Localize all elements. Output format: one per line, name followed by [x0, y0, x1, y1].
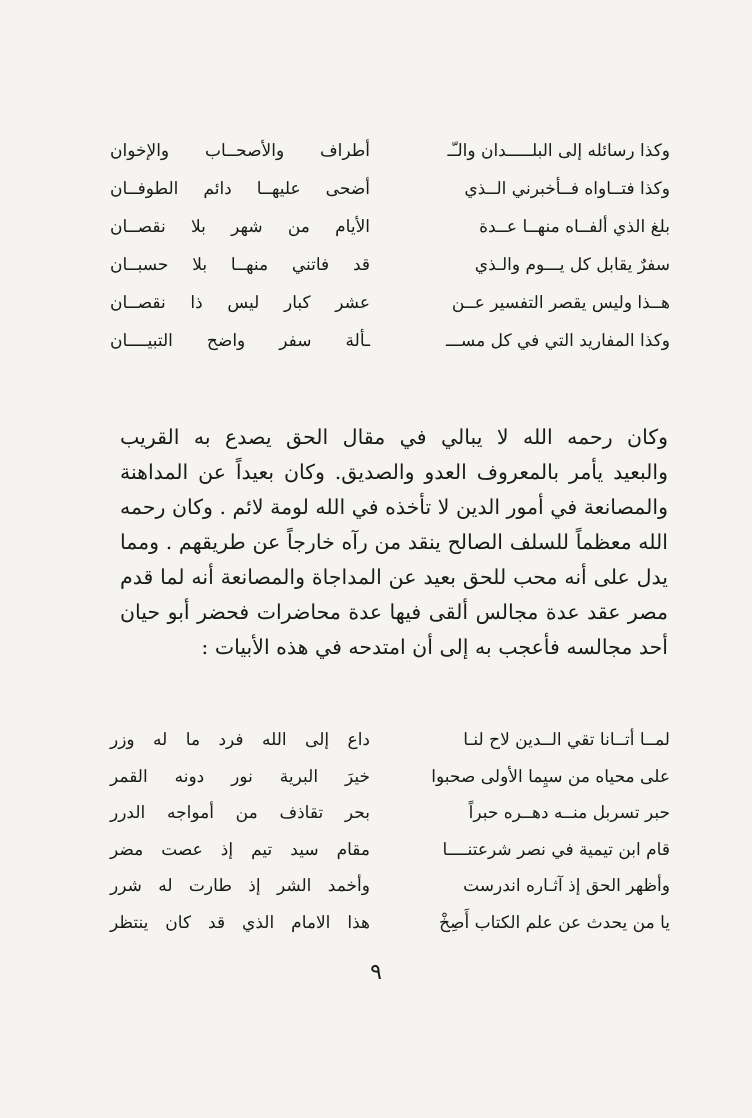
verse-line: [110, 905, 670, 942]
verse-line: [110, 322, 670, 360]
verse-first-hemistich: وأظهر الحق إذ آثـاره اندرست: [463, 876, 670, 897]
verse-line: [110, 759, 670, 796]
verse-second-hemistich: الأيام من شهر بلا نقصــان: [110, 217, 370, 237]
verse-line: [110, 284, 670, 322]
verse-line: [110, 132, 670, 170]
verse-second-hemistich: بحر تقاذف من أمواجه الدرر: [110, 803, 370, 824]
verse-second-hemistich: أضحى عليهــا دائم الطوفــان: [110, 179, 370, 199]
verse-second-hemistich: قد فاتني منهــا بلا حسبــان: [110, 255, 370, 275]
verse-second-hemistich: خيرَ البرية نور دونه القمر: [110, 766, 370, 787]
verse-first-hemistich: وكذا المفاريد التي في كل مســـ: [445, 331, 670, 351]
prose-line: والبعيد يأمر بالمعروف العدو والصديق. وكان بعيداً عن المداهنة: [120, 460, 668, 484]
verse-second-hemistich: داع إلى الله فرد ما له وزر: [110, 730, 370, 751]
verse-line: [110, 208, 670, 246]
verse-line: [110, 722, 670, 759]
prose-line: يدل على أنه محب للحق بعيد عن المداجاة والمصانعة أنه لما قدم: [120, 565, 668, 589]
verse-line: [110, 246, 670, 284]
prose-line: مصر عقد عدة مجالس ألقى فيها عدة محاضرات فحضر أبو حيان: [120, 600, 668, 624]
prose-line: وكان رحمه الله لا يبالي في مقال الحق يصدع به القريب: [120, 425, 668, 449]
verse-first-hemistich: بلغ الذي ألفــاه منهــا عــدة: [479, 217, 670, 237]
verse-second-hemistich: ـألة سفر واضح التبيــــان: [110, 331, 370, 351]
verse-second-hemistich: وأخمد الشر إذ طارت له شرر: [110, 876, 370, 897]
poem-top: [110, 132, 670, 360]
verse-first-hemistich: وكذا فتــاواه فــأخبرني الــذي: [464, 179, 670, 199]
verse-first-hemistich: لمــا أتــانا تقي الــدين لاح لنـا: [463, 730, 670, 751]
verse-line: [110, 795, 670, 832]
verse-line: [110, 832, 670, 869]
poem-bottom: [110, 722, 670, 941]
verse-first-hemistich: قام ابن تيمية في نصر شرعتنــــا: [442, 839, 670, 860]
page-number: ٩: [370, 960, 382, 985]
verse-second-hemistich: مقام سيد تيم إذ عصت مضر: [110, 839, 370, 860]
prose-line: الله معظماً للسلف الصالح ينقد من رآه خارجاً عن طريقهم . ومما: [120, 530, 668, 554]
verse-line: [110, 170, 670, 208]
verse-first-hemistich: وكذا رسائله إلى البلـــــدان والـّـ: [447, 141, 670, 161]
verse-second-hemistich: أطراف والأصحــاب والإخوان: [110, 141, 370, 161]
prose-paragraph: [120, 420, 668, 665]
verse-second-hemistich: هذا الامام الذي قد كان ينتظر: [110, 912, 370, 933]
verse-first-hemistich: هــذا وليس يقصر التفسير عــن: [451, 293, 670, 313]
verse-first-hemistich: سفرٌ يقابل كل يـــوم والـذي: [474, 255, 670, 275]
verse-first-hemistich: يا من يحدث عن علم الكتاب أَصِخْ: [439, 912, 670, 933]
verse-second-hemistich: عشر كبار ليس ذا نقصــان: [110, 293, 370, 313]
verse-first-hemistich: على محياه من سيِما الأولى صحبوا: [431, 766, 670, 787]
prose-line: أحد مجالسه فأعجب به إلى أن امتدحه في هذه الأبيات :: [201, 635, 668, 659]
verse-line: [110, 868, 670, 905]
verse-first-hemistich: حبر تسربل منــه دهــره حبراً: [468, 803, 670, 824]
prose-line: والمصانعة في أمور الدين لا تأخذه في الله لومة لائم . وكان رحمه: [120, 495, 668, 519]
